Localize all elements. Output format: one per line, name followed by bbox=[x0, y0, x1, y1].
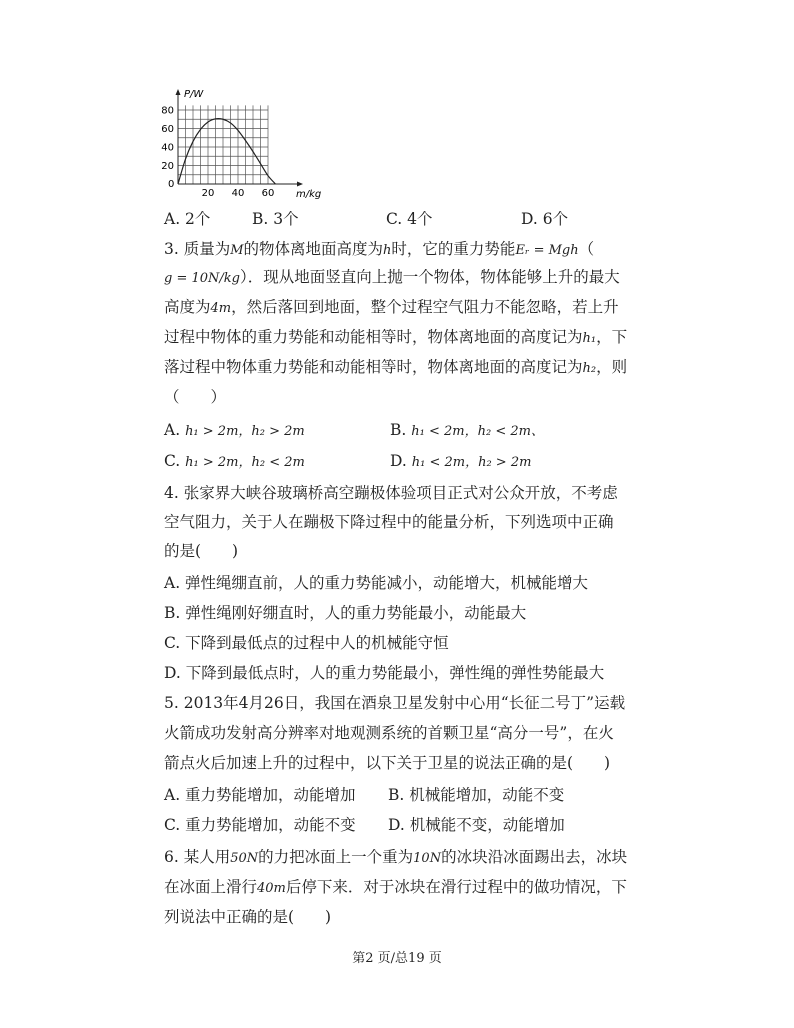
q4-option-b[interactable]: B. 弹性绳刚好绷直时，人的重力势能最小，动能最大 bbox=[164, 604, 527, 622]
q5-option-b[interactable]: B. 机械能增加，动能不变 bbox=[388, 786, 565, 804]
q3-option-b[interactable]: B. h₁ < 2m，h₂ < 2m、 bbox=[390, 421, 544, 439]
q3-line-6: （ ） bbox=[164, 388, 227, 406]
q3-option-d[interactable]: D. h₁ < 2m，h₂ > 2m bbox=[390, 452, 532, 470]
y-axis-label: P/W bbox=[184, 89, 204, 100]
q2-option-d[interactable]: D. 6个 bbox=[521, 210, 569, 228]
y-tick-label: 80 bbox=[161, 105, 174, 117]
q3-option-c[interactable]: C. h₁ > 2m，h₂ < 2m bbox=[164, 452, 305, 470]
q6-line-1: 6. 某人用50N的力把冰面上一个重为10N的冰块沿冰面踢出去，冰块 bbox=[164, 848, 628, 866]
q3-line-5: 落过程中物体重力势能和动能相等时，物体离地面的高度记为h₂，则 bbox=[164, 358, 628, 376]
q2-option-c[interactable]: C. 4个 bbox=[386, 210, 433, 228]
x-axis-label: m/kg bbox=[296, 189, 322, 200]
q6-line-3: 列说法中正确的是( ) bbox=[164, 908, 332, 926]
q4-option-c[interactable]: C. 下降到最低点的过程中人的机械能守恒 bbox=[164, 634, 449, 652]
q3-line-1: 3. 质量为M的物体离地面高度为h时，它的重力势能Eᵣ = Mgh（ bbox=[164, 240, 595, 258]
q5-line-2: 火箭成功发射高分辨率对地观测系统的首颗卫星“高分一号”，在火 bbox=[164, 724, 614, 742]
q5-option-a[interactable]: A. 重力势能增加，动能增加 bbox=[164, 786, 356, 804]
q2-option-b[interactable]: B. 3个 bbox=[252, 210, 299, 228]
power-mass-graph bbox=[140, 86, 330, 201]
page-footer: 第2 页/总19 页 bbox=[352, 951, 442, 966]
y-tick-label: 60 bbox=[161, 124, 174, 135]
origin-label: 0 bbox=[168, 179, 175, 190]
q4-line-2: 空气阻力，关于人在蹦极下降过程中的能量分析，下列选项中正确 bbox=[164, 513, 614, 531]
q6-line-2: 在冰面上滑行40m后停下来．对于冰块在滑行过程中的做功情况，下 bbox=[164, 878, 627, 896]
q3-line-3: 高度为4m，然后落回到地面，整个过程空气阻力不能忽略，若上升 bbox=[164, 298, 619, 316]
q3-line-2: g = 10N/kg）．现从地面竖直向上抛一个物体，物体能够上升的最大 bbox=[164, 268, 620, 286]
q3-option-a[interactable]: A. h₁ > 2m，h₂ > 2m bbox=[164, 421, 305, 439]
x-tick-label: 20 bbox=[201, 188, 215, 199]
q4-option-a[interactable]: A. 弹性绳绷直前，人的重力势能减小，动能增大，机械能增大 bbox=[164, 574, 589, 592]
x-axis-arrow bbox=[297, 182, 303, 187]
q5-option-c[interactable]: C. 重力势能增加，动能不变 bbox=[164, 816, 356, 834]
q2-option-a[interactable]: A. 2个 bbox=[164, 210, 211, 228]
q4-line-1: 4. 张家界大峡谷玻璃桥高空蹦极体验项目正式对公众开放，不考虑 bbox=[164, 484, 618, 502]
q5-line-1: 5. 2013年4月26日，我国在酒泉卫星发射中心用“长征二号丁”运载 bbox=[164, 694, 626, 712]
q3-line-4: 过程中物体的重力势能和动能相等时，物体离地面的高度记为h₁，下 bbox=[164, 328, 628, 346]
y-tick-label: 40 bbox=[161, 142, 174, 154]
x-tick-label: 60 bbox=[261, 188, 275, 199]
x-tick-label: 40 bbox=[231, 188, 245, 199]
y-tick-label: 20 bbox=[161, 161, 174, 172]
q4-line-3: 的是( ) bbox=[164, 542, 239, 560]
y-axis-arrow bbox=[176, 89, 181, 95]
q5-line-3: 箭点火后加速上升的过程中，以下关于卫星的说法正确的是( ) bbox=[164, 754, 611, 772]
q4-option-d[interactable]: D. 下降到最低点时，人的重力势能最小，弹性绳的弹性势能最大 bbox=[164, 664, 605, 682]
q5-option-d[interactable]: D. 机械能不变，动能增加 bbox=[388, 816, 565, 834]
